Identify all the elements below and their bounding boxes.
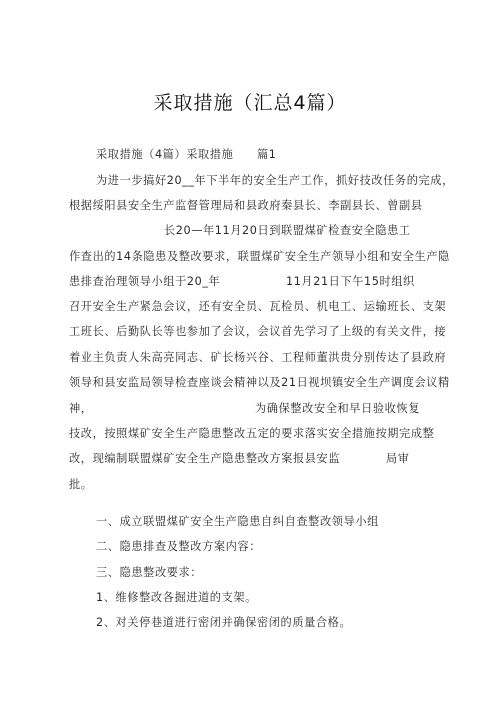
paragraph-line: 技改，按照煤矿安全生产隐患整改五定的要求落实安全措施按期完成整	[69, 427, 435, 440]
section-heading: 一、成立联盟煤矿安全生产隐患自纠自查整改领导小组	[96, 515, 379, 528]
paragraph-line: 作查出的14条隐患及整改要求，联盟煤矿安全生产领导小组和安全生产隐	[69, 250, 450, 263]
paragraph-line: 根据绥阳县安全生产监督管理局和县政府秦县长、李副县长、曾副县	[69, 199, 423, 212]
paragraph-line: 11月21日下午15时组织	[286, 275, 415, 288]
section-heading: 三、隐患整改要求：	[96, 566, 203, 579]
paragraph-line: 长20—年11月20日到联盟煤矿检查安全隐患工	[164, 224, 411, 237]
paragraph-line: 批。	[69, 478, 93, 491]
subtitle-text: 采取措施（4篇）采取措施	[96, 148, 234, 161]
paragraph-line: 改，现编制联盟煤矿安全生产隐患整改方案报县安监	[69, 452, 341, 465]
list-item: 1、维修整改各掘进道的支架。	[96, 591, 257, 604]
document-title: 采取措施（汇总4篇）	[153, 92, 347, 114]
paragraph-line: 工班长、后勤队长等也参加了会议，会议首先学习了上级的有关文件，接	[69, 325, 447, 338]
paragraph-line: 为确保整改安全和早日验收恢复	[255, 402, 421, 415]
paragraph-line: 领导和县安监局领导检查座谈会精神以及21日视坝镇安全生产调度会议精	[69, 376, 450, 389]
paragraph-line: 召开安全生产紧急会议，还有安全员、瓦检员、机电工、运输班长、支架	[69, 300, 447, 313]
section-heading: 二、隐患排查及整改方案内容：	[96, 540, 262, 553]
paragraph-line: 着业主负责人朱高亮同志、矿长杨兴谷、工程师董洪贵分别传达了县政府	[69, 351, 447, 364]
subtitle-number: 篇1	[257, 148, 277, 161]
paragraph-line: 神，	[69, 402, 93, 415]
paragraph-line: 局审	[386, 452, 410, 465]
list-item: 2、对关停巷道进行密闭并确保密闭的质量合格。	[96, 616, 352, 629]
paragraph-line: 患排查治理领导小组于20_年	[69, 275, 221, 288]
paragraph-line: 为进一步搞好20__年下半年的安全生产工作，抓好技改任务的完成，	[96, 174, 454, 187]
